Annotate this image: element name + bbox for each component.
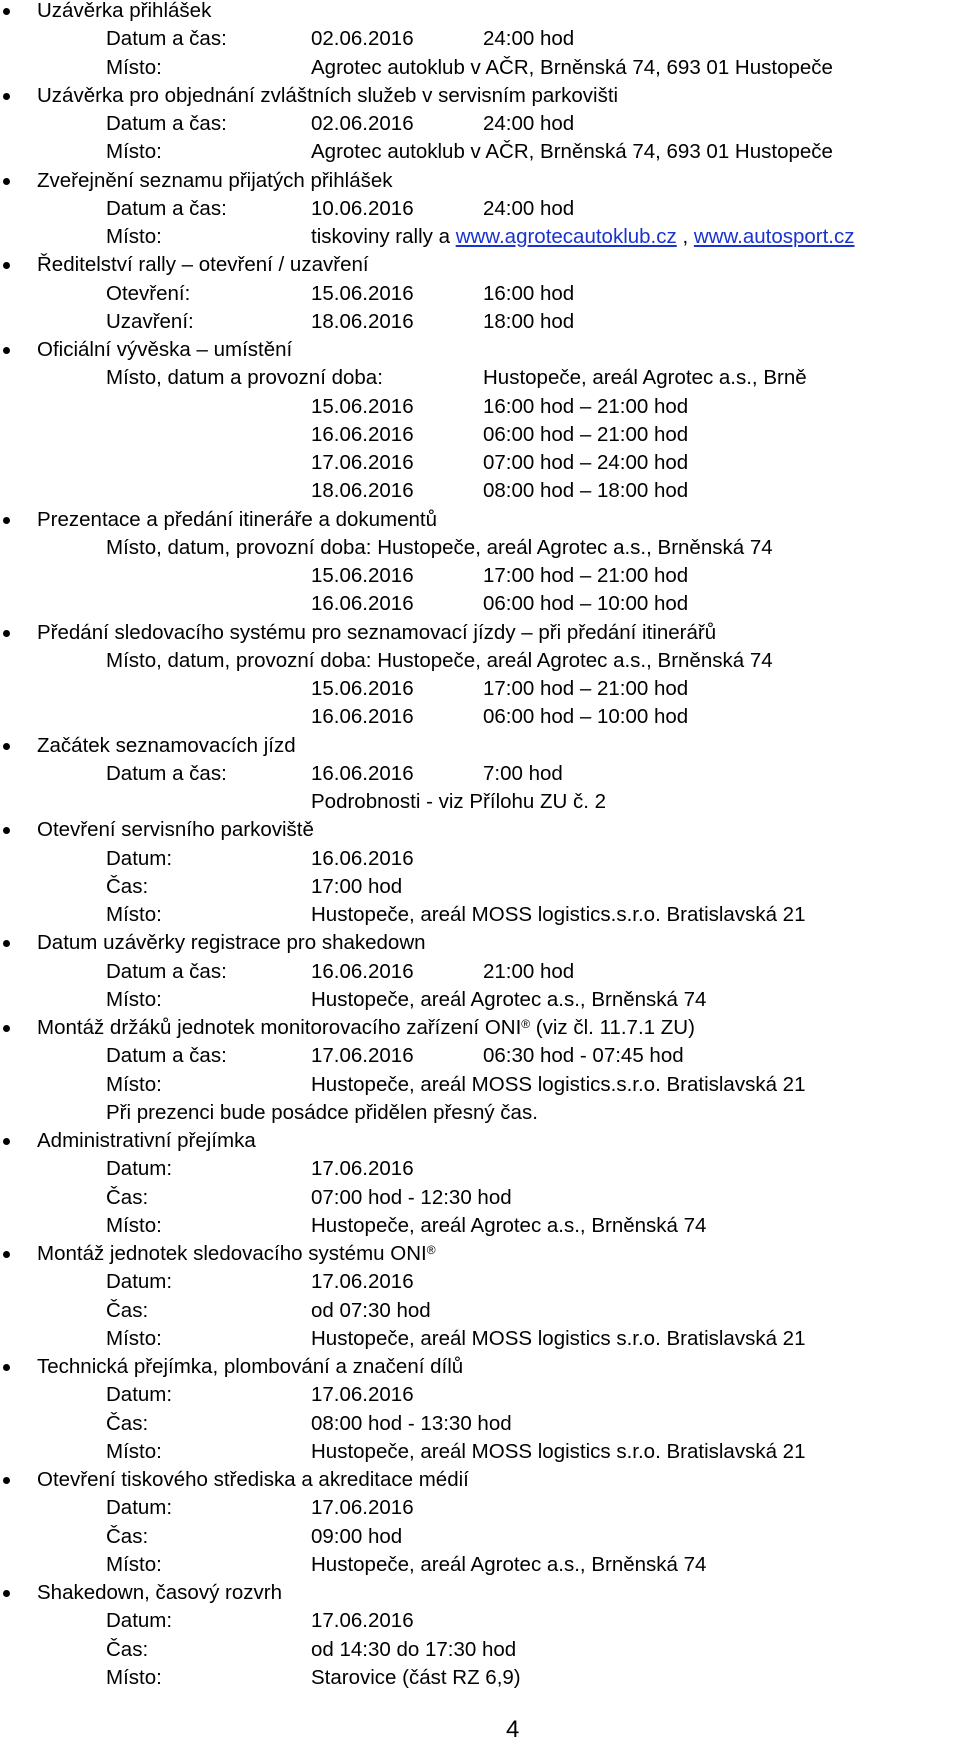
registered-mark: ®: [426, 1243, 436, 1257]
detail-label: Čas:: [106, 1637, 149, 1661]
detail-row: [0, 1212, 960, 1240]
bullet-icon: [3, 1138, 10, 1145]
bullet-icon: [3, 827, 10, 834]
detail-row: [0, 760, 960, 788]
detail-label: Datum a čas:: [106, 196, 227, 220]
detail-row: [0, 1325, 960, 1353]
schedule-item-title: [37, 1014, 695, 1044]
title-text: Administrativní přejímka: [37, 1129, 256, 1152]
title-text: Uzávěrka pro objednání zvláštních služeb v servisním parkovišti: [37, 83, 619, 107]
schedule-item-title-line: [0, 167, 960, 195]
bullet-icon: [3, 1590, 10, 1597]
detail-label: Místo:: [106, 1665, 162, 1689]
detail-label: Místo:: [106, 55, 162, 79]
detail-date: 18.06.2016: [311, 309, 414, 333]
time-date: 16.06.2016: [311, 592, 414, 616]
subhead-row: [0, 364, 960, 392]
agrotecautoklub-link[interactable]: www.agrotecautoklub.cz: [455, 225, 677, 248]
time-date: 17.06.2016: [311, 451, 414, 474]
schedule-item-title: [37, 1240, 436, 1270]
detail-row: [0, 1636, 960, 1664]
detail-value: Hustopeče, areál Agrotec a.s., Brněnská 74: [311, 987, 707, 1011]
schedule-item-title-line: [0, 1240, 960, 1268]
title-text: Začátek seznamovacích jízd: [37, 733, 296, 757]
time-date: 16.06.2016: [311, 705, 414, 729]
detail-label: Datum:: [106, 1270, 173, 1294]
time-row: [0, 421, 960, 449]
note-row: [0, 788, 960, 816]
detail-date: 16.06.2016: [311, 761, 414, 785]
detail-value: 17.06.2016: [311, 1609, 414, 1633]
schedule-item-title-line: [0, 816, 960, 844]
detail-row: [0, 1297, 960, 1325]
detail-label: Uzavření:: [106, 309, 194, 333]
detail-value: Hustopeče, areál MOSS logistics s.r.o. Bratislavská 21: [311, 1326, 806, 1350]
title-text: Datum uzávěrky registrace pro shakedown: [37, 931, 426, 955]
time-date: 15.06.2016: [311, 564, 414, 587]
bullet-icon: [3, 1251, 10, 1258]
detail-row: [0, 901, 960, 929]
time-date: 15.06.2016: [311, 394, 414, 418]
detail-label: Místo:: [106, 1072, 162, 1096]
detail-label: Datum:: [106, 1496, 173, 1520]
bullet-icon: [3, 8, 10, 15]
schedule-item-title-line: [0, 0, 960, 25]
title-text: Ředitelství rally – otevření / uzavření: [37, 253, 369, 277]
time-row: [0, 590, 960, 618]
detail-date: 02.06.2016: [311, 112, 414, 135]
detail-time: 24:00 hod: [483, 112, 575, 135]
detail-time: 24:00 hod: [483, 196, 575, 220]
detail-row: [0, 845, 960, 873]
detail-label: Čas:: [106, 1298, 149, 1322]
detail-time: 21:00 hod: [483, 959, 575, 983]
time-date: 16.06.2016: [311, 422, 414, 446]
schedule-item-title-line: [0, 1014, 960, 1042]
detail-value: Hustopeče, areál Agrotec a.s., Brněnská 74: [311, 1213, 707, 1237]
time-row: [0, 449, 960, 477]
bullet-icon: [3, 940, 10, 947]
note-text: Podrobnosti - viz Přílohu ZU č. 2: [311, 790, 607, 813]
subline-row: [0, 534, 960, 562]
schedule-item-title: [37, 619, 716, 647]
schedule-item-title-line: [0, 251, 960, 279]
schedule-item-title: [37, 732, 296, 760]
detail-label: Čas:: [106, 874, 149, 898]
detail-date: 10.06.2016: [311, 196, 414, 220]
detail-label: Datum:: [106, 1157, 173, 1181]
schedule-item-title: [37, 336, 292, 364]
detail-value: od 07:30 hod: [311, 1298, 431, 1322]
schedule-item-title-line: [0, 1579, 960, 1607]
detail-row: [0, 280, 960, 308]
schedule-item-title-line: [0, 732, 960, 760]
detail-row: [0, 1184, 960, 1212]
schedule-item-title-line: [0, 1127, 960, 1155]
schedule-item-title: [37, 251, 369, 279]
detail-value: od 14:30 do 17:30 hod: [311, 1637, 517, 1661]
registered-mark: ®: [521, 1017, 531, 1031]
detail-label: Místo:: [106, 987, 162, 1011]
detail-date: 02.06.2016: [311, 27, 414, 51]
time-range: 17:00 hod – 21:00 hod: [483, 564, 689, 587]
detail-label: Čas:: [106, 1411, 149, 1435]
detail-row: [0, 958, 960, 986]
detail-time: 16:00 hod: [483, 281, 575, 305]
footnote-row: [0, 1099, 960, 1127]
schedule-item-title-line: [0, 1353, 960, 1381]
detail-row: [0, 1381, 960, 1409]
title-text: Shakedown, časový rozvrh: [37, 1581, 282, 1604]
detail-label: Místo:: [106, 903, 162, 926]
detail-row: [0, 110, 960, 138]
detail-label: Místo:: [106, 1439, 162, 1463]
detail-label: Místo:: [106, 1552, 162, 1576]
detail-label: Datum:: [106, 846, 173, 870]
detail-row: [0, 1438, 960, 1466]
bullet-icon: [3, 347, 10, 354]
detail-value: Hustopeče, areál MOSS logistics.s.r.o. Bratislavská 21: [311, 903, 806, 926]
footnote-text: Při prezenci bude posádce přidělen přesný čas.: [106, 1100, 538, 1124]
detail-label: Místo:: [106, 225, 162, 248]
schedule-item-title-line: [0, 1466, 960, 1494]
detail-value: 17.06.2016: [311, 1157, 414, 1181]
time-range: 06:00 hod – 10:00 hod: [483, 592, 689, 616]
schedule-item-title: [37, 0, 211, 25]
schedule-item-title: [37, 1127, 256, 1155]
bullet-icon: [3, 178, 10, 185]
time-row: [0, 477, 960, 505]
time-row: [0, 675, 960, 703]
detail-label: Otevření:: [106, 281, 191, 305]
schedule-item-title-line: [0, 82, 960, 110]
detail-row: [0, 1664, 960, 1692]
links-row: [0, 223, 960, 251]
time-range: 07:00 hod – 24:00 hod: [483, 451, 689, 474]
detail-row: [0, 308, 960, 336]
schedule-item-title: [37, 1579, 282, 1607]
detail-date: 15.06.2016: [311, 281, 414, 305]
detail-row: [0, 1551, 960, 1579]
time-range: 06:00 hod – 10:00 hod: [483, 705, 689, 729]
title-text: Prezentace a předání itineráře a dokumentů: [37, 507, 438, 531]
schedule-item-title-line: [0, 619, 960, 647]
detail-row: [0, 1042, 960, 1070]
bullet-icon: [3, 630, 10, 637]
detail-row: [0, 54, 960, 82]
detail-time: 06:30 hod - 07:45 hod: [483, 1044, 684, 1068]
schedule-item-title: [37, 929, 426, 957]
bullet-icon: [3, 262, 10, 269]
detail-value: 16.06.2016: [311, 846, 414, 870]
detail-label: Datum a čas:: [106, 27, 227, 51]
bullet-icon: [3, 743, 10, 750]
title-text: Otevření tiskového střediska a akreditace médií: [37, 1468, 469, 1491]
detail-value: 17:00 hod: [311, 874, 403, 898]
detail-label: Datum a čas:: [106, 1044, 227, 1068]
subline-text: Místo, datum, provozní doba: Hustopeče, areál Agrotec a.s., Brněnská 74: [106, 535, 773, 559]
detail-row: [0, 138, 960, 166]
schedule-item-title-line: [0, 929, 960, 957]
subhead-value: Hustopeče, areál Agrotec a.s., Brně: [483, 366, 807, 390]
time-row: [0, 703, 960, 731]
time-date: 18.06.2016: [311, 479, 414, 503]
time-range: 08:00 hod – 18:00 hod: [483, 479, 689, 503]
subhead-label: Místo, datum a provozní doba:: [106, 366, 383, 390]
detail-value: Agrotec autoklub v AČR, Brněnská 74, 693 01 Hustopeče: [311, 140, 833, 164]
detail-value: Agrotec autoklub v AČR, Brněnská 74, 693 01 Hustopeče: [311, 55, 833, 79]
links-separator: ,: [676, 225, 694, 248]
detail-value: 17.06.2016: [311, 1383, 414, 1407]
time-row: [0, 393, 960, 421]
detail-value: 09:00 hod: [311, 1524, 403, 1548]
autosport-link[interactable]: www.autosport.cz: [693, 225, 855, 248]
time-row: [0, 562, 960, 590]
title-text: Montáž držáků jednotek monitorovacího zařízení ONI: [37, 1016, 522, 1039]
schedule-item-title: [37, 1466, 469, 1494]
detail-date: 17.06.2016: [311, 1044, 414, 1068]
time-range: 17:00 hod – 21:00 hod: [483, 677, 689, 700]
detail-label: Datum:: [106, 1609, 173, 1633]
detail-label: Čas:: [106, 1185, 149, 1209]
schedule-item-title: [37, 1353, 463, 1381]
subline-row: [0, 647, 960, 675]
detail-label: Místo:: [106, 140, 162, 164]
links-value: [311, 223, 855, 251]
detail-date: 16.06.2016: [311, 959, 414, 983]
title-text: Montáž jednotek sledovacího systému ONI: [37, 1242, 427, 1265]
detail-label: Místo:: [106, 1213, 162, 1237]
detail-label: Datum:: [106, 1383, 173, 1407]
schedule-item-title-line: [0, 336, 960, 364]
links-prefix: tiskoviny rally a: [311, 225, 456, 248]
detail-row: [0, 1071, 960, 1099]
detail-row: [0, 195, 960, 223]
detail-row: [0, 1523, 960, 1551]
page-number: 4: [506, 1716, 520, 1743]
detail-label: Datum a čas:: [106, 761, 227, 785]
bullet-icon: [3, 517, 10, 524]
detail-row: [0, 1410, 960, 1438]
schedule-item-title: [37, 82, 618, 110]
detail-label: Datum a čas:: [106, 959, 227, 983]
detail-label: Čas:: [106, 1524, 149, 1548]
detail-row: [0, 1607, 960, 1635]
subline-text: Místo, datum, provozní doba: Hustopeče, areál Agrotec a.s., Brněnská 74: [106, 648, 773, 672]
detail-value: 17.06.2016: [311, 1496, 414, 1520]
detail-value: 08:00 hod - 13:30 hod: [311, 1411, 512, 1435]
schedule-item-title: [37, 506, 437, 534]
detail-row: [0, 25, 960, 53]
title-text: Předání sledovacího systému pro seznamovací jízdy – při předání itinerářů: [37, 620, 717, 644]
detail-row: [0, 986, 960, 1014]
bullet-icon: [3, 1025, 10, 1032]
detail-time: 18:00 hod: [483, 309, 575, 333]
detail-label: Datum a čas:: [106, 112, 227, 135]
detail-row: [0, 1268, 960, 1296]
detail-row: [0, 1155, 960, 1183]
detail-value: Starovice (část RZ 6,9): [311, 1665, 521, 1689]
time-range: 06:00 hod – 21:00 hod: [483, 422, 689, 446]
title-text: Zveřejnění seznamu přijatých přihlášek: [37, 168, 393, 192]
detail-value: Hustopeče, areál Agrotec a.s., Brněnská 74: [311, 1552, 707, 1576]
title-text: Otevření servisního parkoviště: [37, 818, 314, 842]
schedule-item-title-line: [0, 506, 960, 534]
detail-time: 7:00 hod: [483, 761, 563, 785]
title-text: Technická přejímka, plombování a značení dílů: [37, 1355, 464, 1378]
title-suffix: (viz čl. 11.7.1 ZU): [530, 1016, 695, 1039]
schedule-item-title: [37, 816, 314, 844]
detail-time: 24:00 hod: [483, 27, 575, 51]
time-range: 16:00 hod – 21:00 hod: [483, 394, 689, 418]
detail-value: Hustopeče, areál MOSS logistics s.r.o. Bratislavská 21: [311, 1439, 806, 1463]
title-text: Oficiální vývěska – umístění: [37, 338, 293, 361]
detail-label: Místo:: [106, 1326, 162, 1350]
detail-row: [0, 873, 960, 901]
title-text: Uzávěrka přihlášek: [37, 0, 212, 22]
bullet-icon: [3, 93, 10, 100]
detail-row: [0, 1494, 960, 1522]
bullet-icon: [3, 1477, 10, 1484]
detail-value: Hustopeče, areál MOSS logistics.s.r.o. Bratislavská 21: [311, 1072, 806, 1096]
detail-value: 07:00 hod - 12:30 hod: [311, 1185, 512, 1209]
schedule-item-title: [37, 167, 393, 195]
detail-value: 17.06.2016: [311, 1270, 414, 1294]
time-date: 15.06.2016: [311, 677, 414, 700]
bullet-icon: [3, 1364, 10, 1371]
